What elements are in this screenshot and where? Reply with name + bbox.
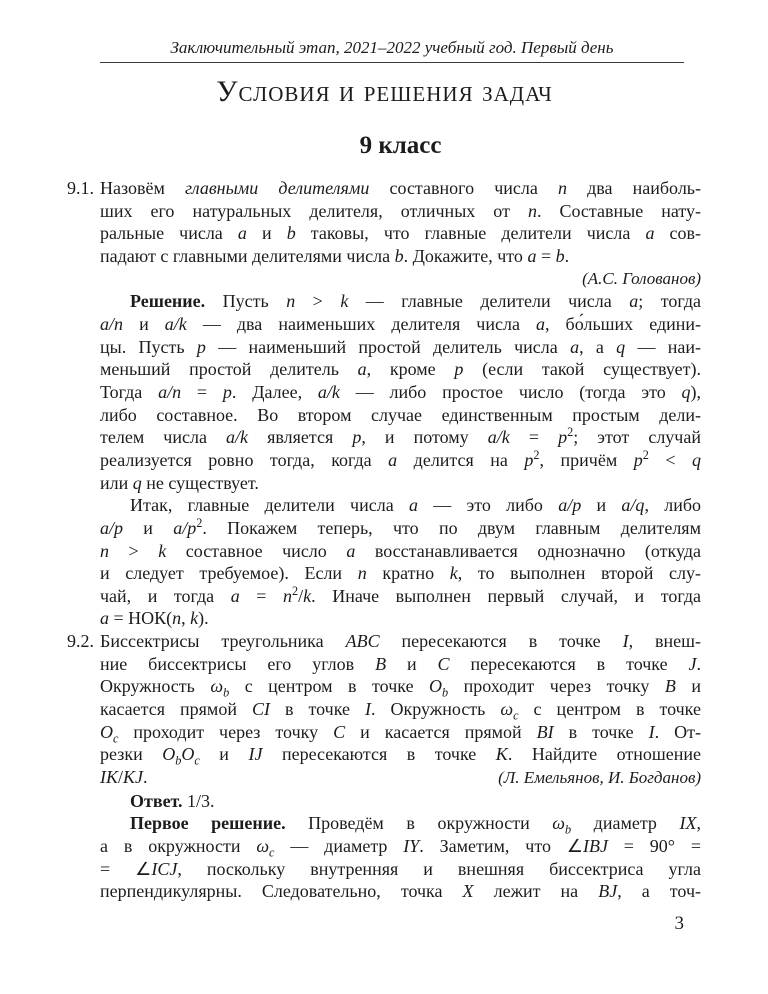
text-line: реализуется ровно тогда, когда a делится на $p^2$, причём $p^2 < q$ <box>100 448 701 470</box>
problem-label: 9.1. <box>67 178 94 198</box>
text-line: = ∠ICJ, поскольку внутренняя и внешняя биссектриса угла <box>100 858 701 879</box>
text-line: или q не существует. <box>100 472 259 493</box>
text-line: и следует требуемое). Если n кратно k, то выполнен второй слу- <box>100 563 701 584</box>
paragraph-block <box>100 790 701 813</box>
text-line: телем числа a/k является p, и потому $a/k = p^2$; этот случай <box>100 426 701 448</box>
text-line: падают с главными делителями числа b. Докажите, что a = b. <box>100 245 570 266</box>
text-line: ние биссектрисы его углов B и C пересекаются в точке J. <box>100 653 701 674</box>
text-line: Биссектрисы треугольника ABC пересекаются в точке I, внеш- <box>100 631 701 652</box>
text-line: $O_c$ проходит через точку C и касается прямой BI в точке I. От- <box>100 721 701 744</box>
problem-block <box>67 630 701 790</box>
problem-block <box>67 177 701 290</box>
running-head <box>100 38 684 63</box>
section-title: 9 класс <box>359 132 442 159</box>
text-line: Тогда a/n = p. Далее, a/k — либо простое число (тогда это q), <box>100 381 701 402</box>
paragraph-block <box>100 290 701 494</box>
text-line: ших его натуральных делителя, отличных от n. Составные нату- <box>100 200 701 221</box>
text-line: Решение. Пусть n > k — главные делители числа a; тогда <box>130 291 701 312</box>
text-line-left: IK/KJ. <box>100 767 148 788</box>
text-line: Первое решение. Проведём в окружности $\omega_b$ диаметр IX, <box>130 813 701 836</box>
running-head-text: Заключительный этап, 2021–2022 учебный год. Первый день <box>170 38 614 57</box>
text-line: а в окружности $\omega_c$ — диаметр IY. Заметим, что ∠IBJ = 90° = <box>100 836 701 858</box>
text-line: меньший простой делитель a, кроме p (если такой существует). <box>100 359 701 380</box>
text-line: чай, и тогда $a = n^2/k$. Иначе выполнен первый случай, и тогда <box>100 584 701 606</box>
text-line: цы. Пусть p — наименьший простой делитель числа a, а q — наи- <box>100 336 701 357</box>
text-line: перпендикулярны. Следовательно, точка X лежит на BJ, а точ- <box>100 881 701 902</box>
paragraph-block <box>100 494 701 630</box>
text-line: a = НОК(n, k). <box>100 608 209 629</box>
text-line: a/n и a/k — два наименьших делителя числа a, бо́льших едини- <box>100 313 701 334</box>
text-line: либо составное. Во втором случае единственным простым дели- <box>100 404 701 425</box>
problem-label: 9.2. <box>67 631 94 652</box>
text-line: Назовём главными делителями составного числа n два наиболь- <box>100 178 701 198</box>
text-line: ральные числа a и b таковы, что главные делители числа a сов- <box>100 223 701 244</box>
text-line: касается прямой CI в точке I. Окружность $\omega_c$ с центром в точке <box>100 699 701 721</box>
text-line <box>100 766 701 790</box>
text-line <box>100 268 701 291</box>
page-number: 3 <box>674 913 684 934</box>
author-credit: (А.С. Голованов) <box>582 268 701 288</box>
text-line: a/p и $a/p^2$. Покажем теперь, что по двум главным делителям <box>100 516 701 538</box>
text-line: Итак, главные делители числа a — это либо a/p и a/q, либо <box>130 495 701 516</box>
page-title: Условия и решения задач <box>216 75 553 108</box>
paragraph-block <box>100 812 701 903</box>
text-line: Ответ. 1/3. <box>130 790 215 811</box>
author-credit: (Л. Емельянов, И. Богданов) <box>498 768 701 788</box>
text-line: n > k составное число a восстанавливается однозначно (откуда <box>100 540 701 561</box>
text-line: резки $O_bO_c$ и IJ пересекаются в точке K. Найдите отношение <box>100 744 701 767</box>
body-text <box>67 177 701 903</box>
text-line: Окружность $\omega_b$ с центром в точке $O_b$ проходит через точку B и <box>100 676 701 699</box>
